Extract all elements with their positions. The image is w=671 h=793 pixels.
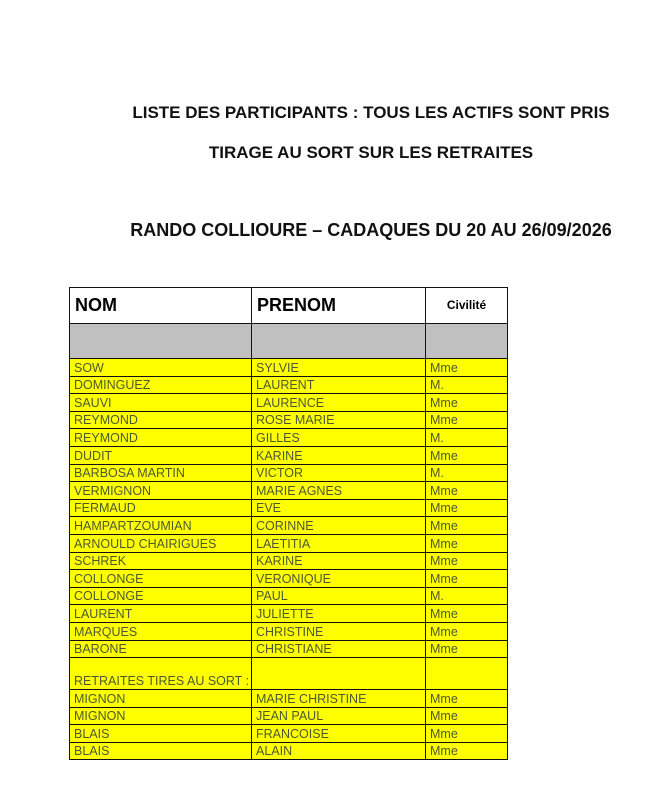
cell-civilite: Mme [426,394,508,412]
cell-civilite: Mme [426,742,508,760]
table-row [70,658,508,690]
table-row [70,742,508,760]
cell-prenom: PAUL [252,587,426,605]
cell-civilite: M. [426,429,508,447]
cell-nom: DOMINGUEZ [70,376,252,394]
header-civilite: Civilité [426,288,508,324]
cell-prenom: MARIE CHRISTINE [252,690,426,708]
table-row [70,376,508,394]
table-row [70,552,508,570]
cell-prenom: JULIETTE [252,605,426,623]
table-header-row [70,288,508,324]
cell-prenom: ALAIN [252,742,426,760]
table-row [70,429,508,447]
cell-prenom: FRANCOISE [252,725,426,743]
cell-nom: MIGNON [70,690,252,708]
table-row [70,690,508,708]
cell-civilite: Mme [426,622,508,640]
table-row [70,534,508,552]
empty-grey-row [70,324,508,359]
cell-prenom: VICTOR [252,464,426,482]
cell-nom: SCHREK [70,552,252,570]
cell-nom: LAURENT [70,605,252,623]
cell-civilite: Mme [426,640,508,658]
cell-prenom: ROSE MARIE [252,411,426,429]
cell-prenom: MARIE AGNES [252,482,426,500]
cell-prenom: CORINNE [252,517,426,535]
empty-cell [70,324,252,359]
cell-civilite: M. [426,587,508,605]
cell-civilite: Mme [426,411,508,429]
table-row [70,411,508,429]
cell-nom: COLLONGE [70,570,252,588]
cell-nom: REYMOND [70,411,252,429]
cell-nom: MARQUES [70,622,252,640]
cell-nom: DUDIT [70,446,252,464]
cell-civilite: Mme [426,707,508,725]
empty-cell [426,324,508,359]
cell-nom: HAMPARTZOUMIAN [70,517,252,535]
cell-nom: REYMOND [70,429,252,447]
document-title: LISTE DES PARTICIPANTS : TOUS LES ACTIFS SONT PRIS [132,103,610,122]
cell-civilite: Mme [426,725,508,743]
cell-civilite: Mme [426,690,508,708]
table-row [70,446,508,464]
cell-prenom: LAETITIA [252,534,426,552]
table-row [70,640,508,658]
header-nom: NOM [70,288,252,324]
cell-nom: SAUVI [70,394,252,412]
cell-civilite: Mme [426,499,508,517]
table-row [70,707,508,725]
cell-civilite: Mme [426,552,508,570]
cell-prenom: CHRISTINE [252,622,426,640]
table-row [70,482,508,500]
cell-civilite: M. [426,376,508,394]
cell-nom: BARBOSA MARTIN [70,464,252,482]
cell-nom: COLLONGE [70,587,252,605]
cell-prenom: VERONIQUE [252,570,426,588]
cell-prenom: KARINE [252,446,426,464]
cell-civilite: Mme [426,605,508,623]
table-row [70,359,508,377]
cell-civilite: Mme [426,482,508,500]
cell-prenom: LAURENCE [252,394,426,412]
cell-civilite [426,658,508,690]
cell-prenom: KARINE [252,552,426,570]
cell-civilite: M. [426,464,508,482]
table-row [70,725,508,743]
table-row [70,394,508,412]
table-row [70,499,508,517]
cell-prenom: EVE [252,499,426,517]
cell-nom: SOW [70,359,252,377]
cell-civilite: Mme [426,534,508,552]
cell-nom: BARONE [70,640,252,658]
cell-prenom: LAURENT [252,376,426,394]
table-row [70,622,508,640]
cell-nom: ARNOULD CHAIRIGUES [70,534,252,552]
participants-table [69,287,508,760]
header-prenom: PRENOM [252,288,426,324]
cell-nom: BLAIS [70,742,252,760]
cell-civilite: Mme [426,570,508,588]
table-row [70,587,508,605]
empty-cell [252,324,426,359]
cell-nom: BLAIS [70,725,252,743]
cell-civilite: Mme [426,359,508,377]
cell-prenom: GILLES [252,429,426,447]
cell-nom: VERMIGNON [70,482,252,500]
cell-civilite: Mme [426,517,508,535]
table-row [70,570,508,588]
event-title: RANDO COLLIOURE – CADAQUES DU 20 AU 26/09/2026 [130,220,612,240]
cell-prenom [252,658,426,690]
table-row [70,605,508,623]
document-subtitle: TIRAGE AU SORT SUR LES RETRAITES [208,143,534,162]
cell-nom: RETRAITES TIRES AU SORT : [70,658,252,690]
cell-nom: MIGNON [70,707,252,725]
cell-civilite: Mme [426,446,508,464]
table-row [70,517,508,535]
cell-nom: FERMAUD [70,499,252,517]
cell-prenom: JEAN PAUL [252,707,426,725]
cell-prenom: CHRISTIANE [252,640,426,658]
table-row [70,464,508,482]
cell-prenom: SYLVIE [252,359,426,377]
